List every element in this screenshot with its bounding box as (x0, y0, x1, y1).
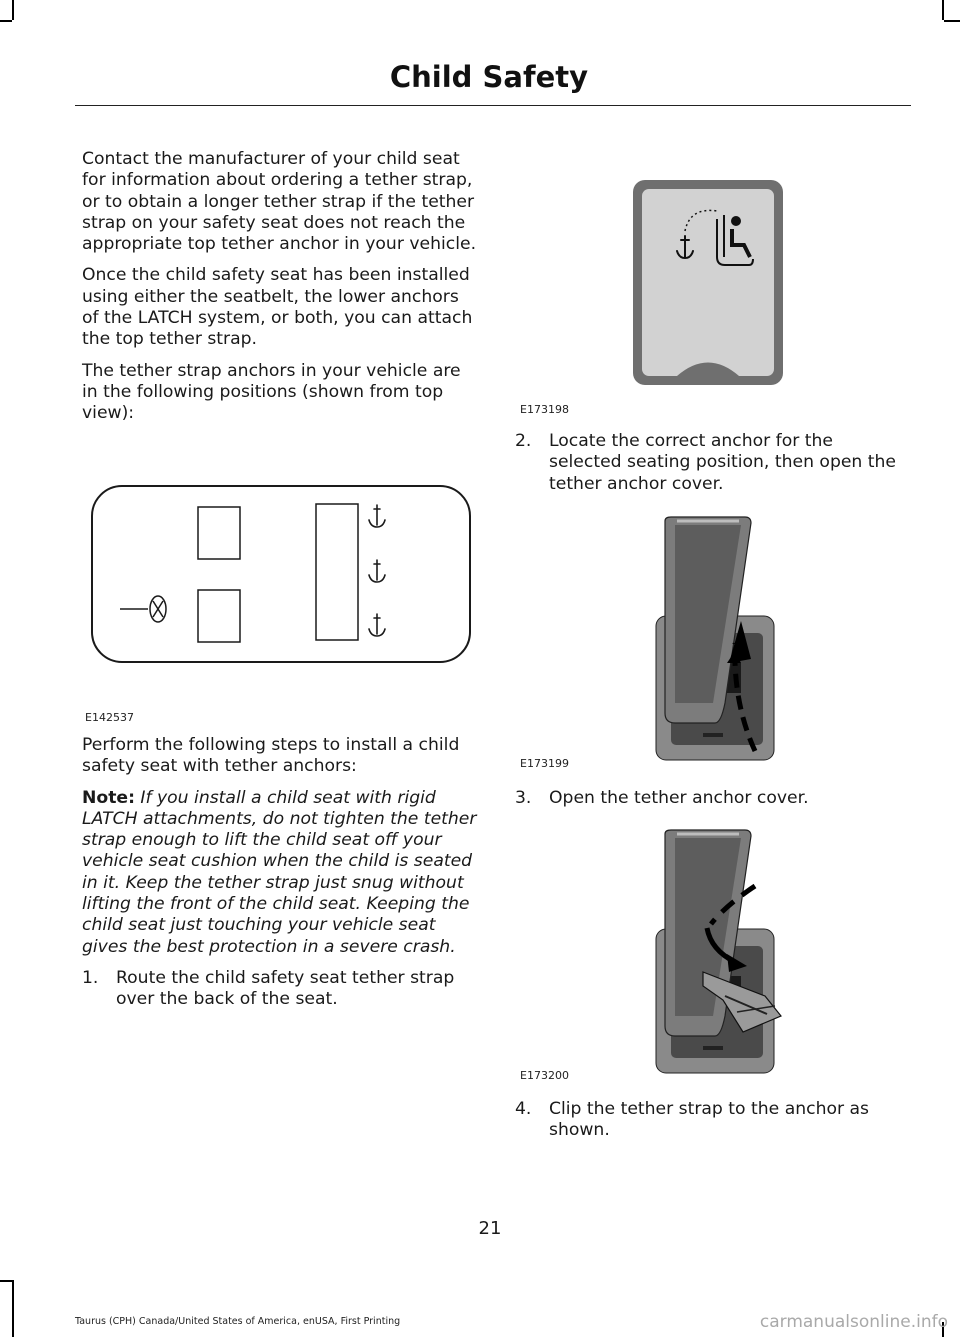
anchor-icon (369, 560, 385, 582)
figure-code: E173199 (520, 757, 569, 770)
crop-mark (944, 20, 960, 22)
crop-mark (12, 0, 14, 20)
step-number: 2. (515, 431, 532, 451)
tether-cover-figure (632, 179, 784, 386)
step-number: 1. (82, 967, 99, 988)
anchor-positions-figure (90, 484, 472, 666)
header-rule (75, 105, 911, 106)
note (82, 788, 478, 958)
crop-mark (12, 1280, 14, 1337)
left-column-lower (82, 735, 478, 1011)
rear-seat (316, 504, 358, 640)
crop-mark (0, 20, 12, 22)
step-4 (515, 1099, 900, 1142)
page-title: Child Safety (389, 60, 588, 94)
step-3 (515, 788, 900, 809)
note-label: Note: (82, 787, 135, 808)
step-number: 4. (515, 1099, 532, 1119)
crop-mark (942, 0, 944, 20)
step-2 (515, 431, 900, 495)
figure-code: E142537 (85, 711, 134, 724)
paragraph: Perform the following steps to install a child safety seat with tether anchors: (82, 735, 460, 777)
crop-mark (0, 1280, 12, 1282)
front-seat (198, 590, 240, 642)
step-text: Route the child safety seat tether strap over the back of the seat. (116, 967, 455, 1010)
paragraph: The tether strap anchors in your vehicle are in the following positions (shown from top view): (82, 360, 461, 424)
edition-footer: Taurus (CPH) Canada/United States of America, enUSA, First Printing (75, 1316, 401, 1327)
figure-code: E173198 (520, 403, 569, 416)
anchor-icon (369, 614, 385, 636)
step-text: Open the tether anchor cover. (549, 788, 809, 808)
steering-wheel-icon (120, 596, 166, 622)
watermark[interactable]: carmanualsonline.info (759, 1312, 948, 1332)
paragraph: Once the child safety seat has been installed using either the seatbelt, the lower anchors of the LATCH system, or both, you can attach the top tether strap. (82, 265, 473, 350)
note-text: If you install a child seat with rigid LATCH attachments, do not tighten the tether strap enough to lift the child seat off your vehicle seat cushion when the child is seated in it. Keep the tether strap just snug without lifting the front of the child seat. Keeping the child seat just touching your vehicle seat gives the best protection in a severe crash. (82, 787, 477, 957)
step-1 (82, 968, 478, 1011)
paragraph: Contact the manufacturer of your child seat for information about ordering a tether strap, or to obtain a longer tether strap if the tether strap on your safety seat does not reach the appropriate top tether anchor in your vehicle. (82, 149, 477, 255)
step-text: Locate the correct anchor for the selected seating position, then open the tether anchor cover. (549, 431, 896, 494)
front-seat (198, 507, 240, 559)
anchor-icon (369, 505, 385, 527)
step-text: Clip the tether strap to the anchor as shown. (549, 1099, 869, 1141)
step-number: 3. (515, 788, 532, 808)
figure-code: E173200 (520, 1069, 569, 1082)
page-number: 21 (478, 1218, 502, 1239)
left-column (82, 149, 478, 435)
cover-clip-figure (655, 826, 785, 1074)
cover-open-figure (655, 513, 775, 761)
